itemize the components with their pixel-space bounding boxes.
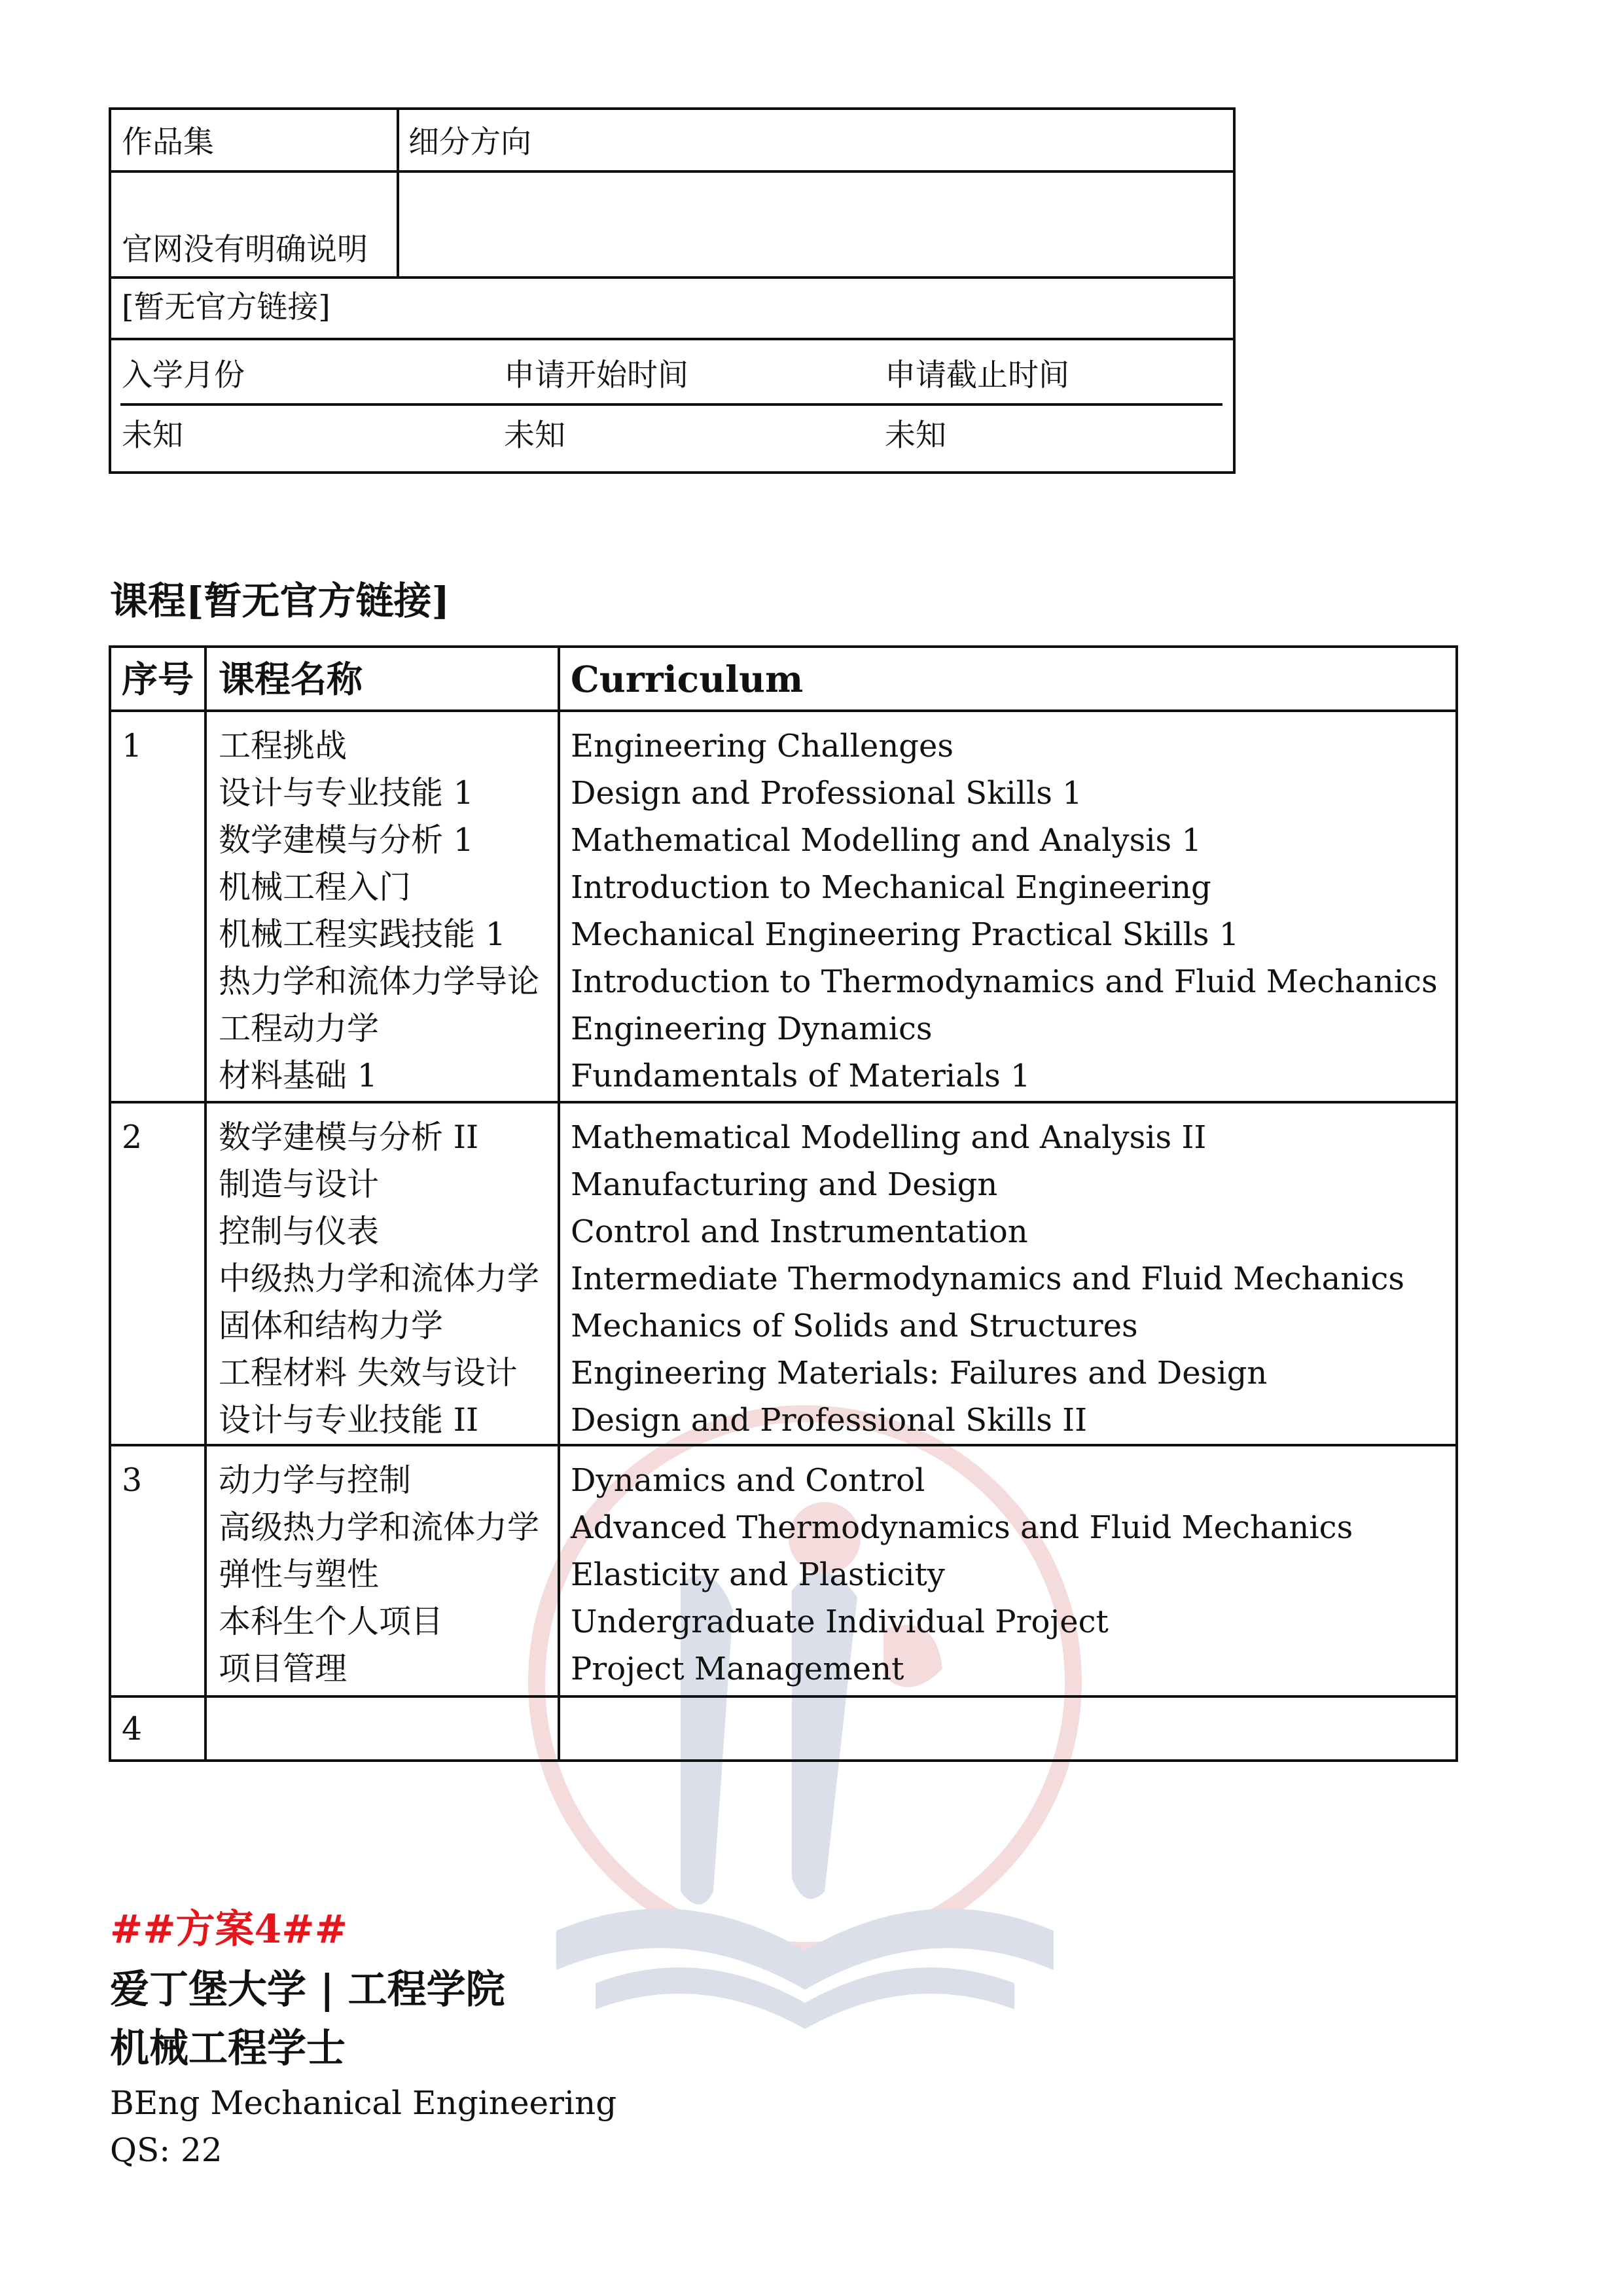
program-tag: ##方案4##	[110, 1907, 348, 1952]
course-cn: 工程挑战	[219, 727, 348, 764]
year-index: 2	[122, 1119, 143, 1156]
university-name: 爱丁堡大学 | 工程学院	[110, 1967, 505, 2013]
curriculum-title: 课程[暂无官方链接]	[110, 579, 450, 623]
course-cn: 项目管理	[219, 1650, 348, 1687]
info-table-divider	[109, 276, 1236, 279]
course-en: Introduction to Thermodynamics and Fluid Mechanics	[571, 963, 1438, 1000]
header-curriculum: Curriculum	[571, 658, 804, 700]
info-table-divider	[109, 338, 1236, 340]
course-en: Project Management	[571, 1651, 904, 1687]
year-3-cn-list	[219, 1457, 539, 1693]
curriculum-row-divider	[109, 1444, 1458, 1446]
course-cn: 制造与设计	[219, 1166, 380, 1203]
year-index: 1	[122, 727, 143, 764]
intake-label: 入学月份	[122, 357, 245, 393]
portfolio-value: 官网没有明确说明	[122, 232, 368, 268]
open-date-value: 未知	[504, 418, 565, 454]
course-en: Intermediate Thermodynamics and Fluid Mechanics	[571, 1261, 1404, 1297]
year-1-cn-list	[219, 723, 539, 1100]
course-en: Dynamics and Control	[571, 1462, 925, 1499]
course-en: Elasticity and Plasticity	[571, 1556, 945, 1593]
course-en: Undergraduate Individual Project	[571, 1604, 1109, 1640]
course-cn: 工程动力学	[219, 1010, 380, 1047]
year-index: 3	[122, 1462, 143, 1499]
course-en: Mechanics of Solids and Structures	[571, 1308, 1138, 1344]
course-en: Engineering Challenges	[571, 728, 954, 764]
course-en: Mechanical Engineering Practical Skills 1	[571, 916, 1240, 953]
header-name-cn: 课程名称	[219, 658, 363, 700]
portfolio-label: 作品集	[122, 124, 214, 160]
course-cn: 高级热力学和流体力学	[219, 1509, 540, 1546]
course-en: Mathematical Modelling and Analysis 1	[571, 822, 1202, 859]
year-index: 4	[122, 1710, 143, 1748]
course-cn: 机械工程入门	[219, 869, 412, 906]
intake-value: 未知	[122, 418, 183, 454]
qs-ranking: QS: 22	[110, 2131, 223, 2169]
course-cn: 数学建模与分析 II	[219, 1119, 479, 1156]
open-date-label: 申请开始时间	[504, 357, 688, 393]
course-en: Advanced Thermodynamics and Fluid Mechanics	[571, 1509, 1353, 1546]
year-2-en-list	[571, 1114, 1404, 1444]
year-2-cn-list	[219, 1114, 539, 1444]
course-cn: 中级热力学和流体力学	[219, 1260, 540, 1297]
course-cn: 控制与仪表	[219, 1213, 380, 1250]
curriculum-row-divider	[109, 1695, 1458, 1698]
link-note: [暂无官方链接]	[122, 289, 330, 325]
course-cn: 机械工程实践技能 1	[219, 916, 506, 953]
course-en: Manufacturing and Design	[571, 1166, 998, 1203]
header-index: 序号	[122, 658, 194, 700]
degree-title-cn: 机械工程学士	[110, 2026, 346, 2072]
course-en: Engineering Materials: Failures and Design	[571, 1355, 1268, 1391]
info-dates-underline	[120, 403, 1222, 406]
info-table-divider	[109, 170, 1236, 173]
deadline-label: 申请截止时间	[885, 357, 1069, 393]
course-cn: 固体和结构力学	[219, 1307, 444, 1344]
course-cn: 数学建模与分析 1	[219, 821, 474, 859]
course-en: Engineering Dynamics	[571, 1011, 933, 1047]
direction-label: 细分方向	[408, 124, 531, 160]
course-en: Fundamentals of Materials 1	[571, 1058, 1031, 1094]
course-cn: 设计与专业技能 1	[219, 774, 474, 812]
course-cn: 本科生个人项目	[219, 1603, 444, 1640]
degree-title-en: BEng Mechanical Engineering	[110, 2084, 617, 2122]
course-cn: 弹性与塑性	[219, 1556, 380, 1593]
curriculum-row-divider	[109, 1101, 1458, 1103]
course-cn: 热力学和流体力学导论	[219, 963, 540, 1000]
course-cn: 动力学与控制	[219, 1462, 412, 1499]
course-en: Design and Professional Skills II	[571, 1402, 1088, 1439]
course-cn: 设计与专业技能 II	[219, 1401, 479, 1439]
curriculum-col-divider	[204, 645, 207, 1762]
course-en: Design and Professional Skills 1	[571, 775, 1082, 812]
course-cn: 工程材料 失效与设计	[219, 1354, 518, 1391]
year-1-en-list	[571, 723, 1438, 1100]
course-cn: 材料基础 1	[219, 1057, 378, 1094]
course-en: Mathematical Modelling and Analysis II	[571, 1119, 1207, 1156]
info-table-divider	[397, 107, 399, 279]
curriculum-row-divider	[109, 709, 1458, 712]
deadline-value: 未知	[885, 418, 946, 454]
course-en: Control and Instrumentation	[571, 1213, 1028, 1250]
year-3-en-list	[571, 1457, 1353, 1693]
curriculum-col-divider	[558, 645, 560, 1762]
course-en: Introduction to Mechanical Engineering	[571, 869, 1211, 906]
